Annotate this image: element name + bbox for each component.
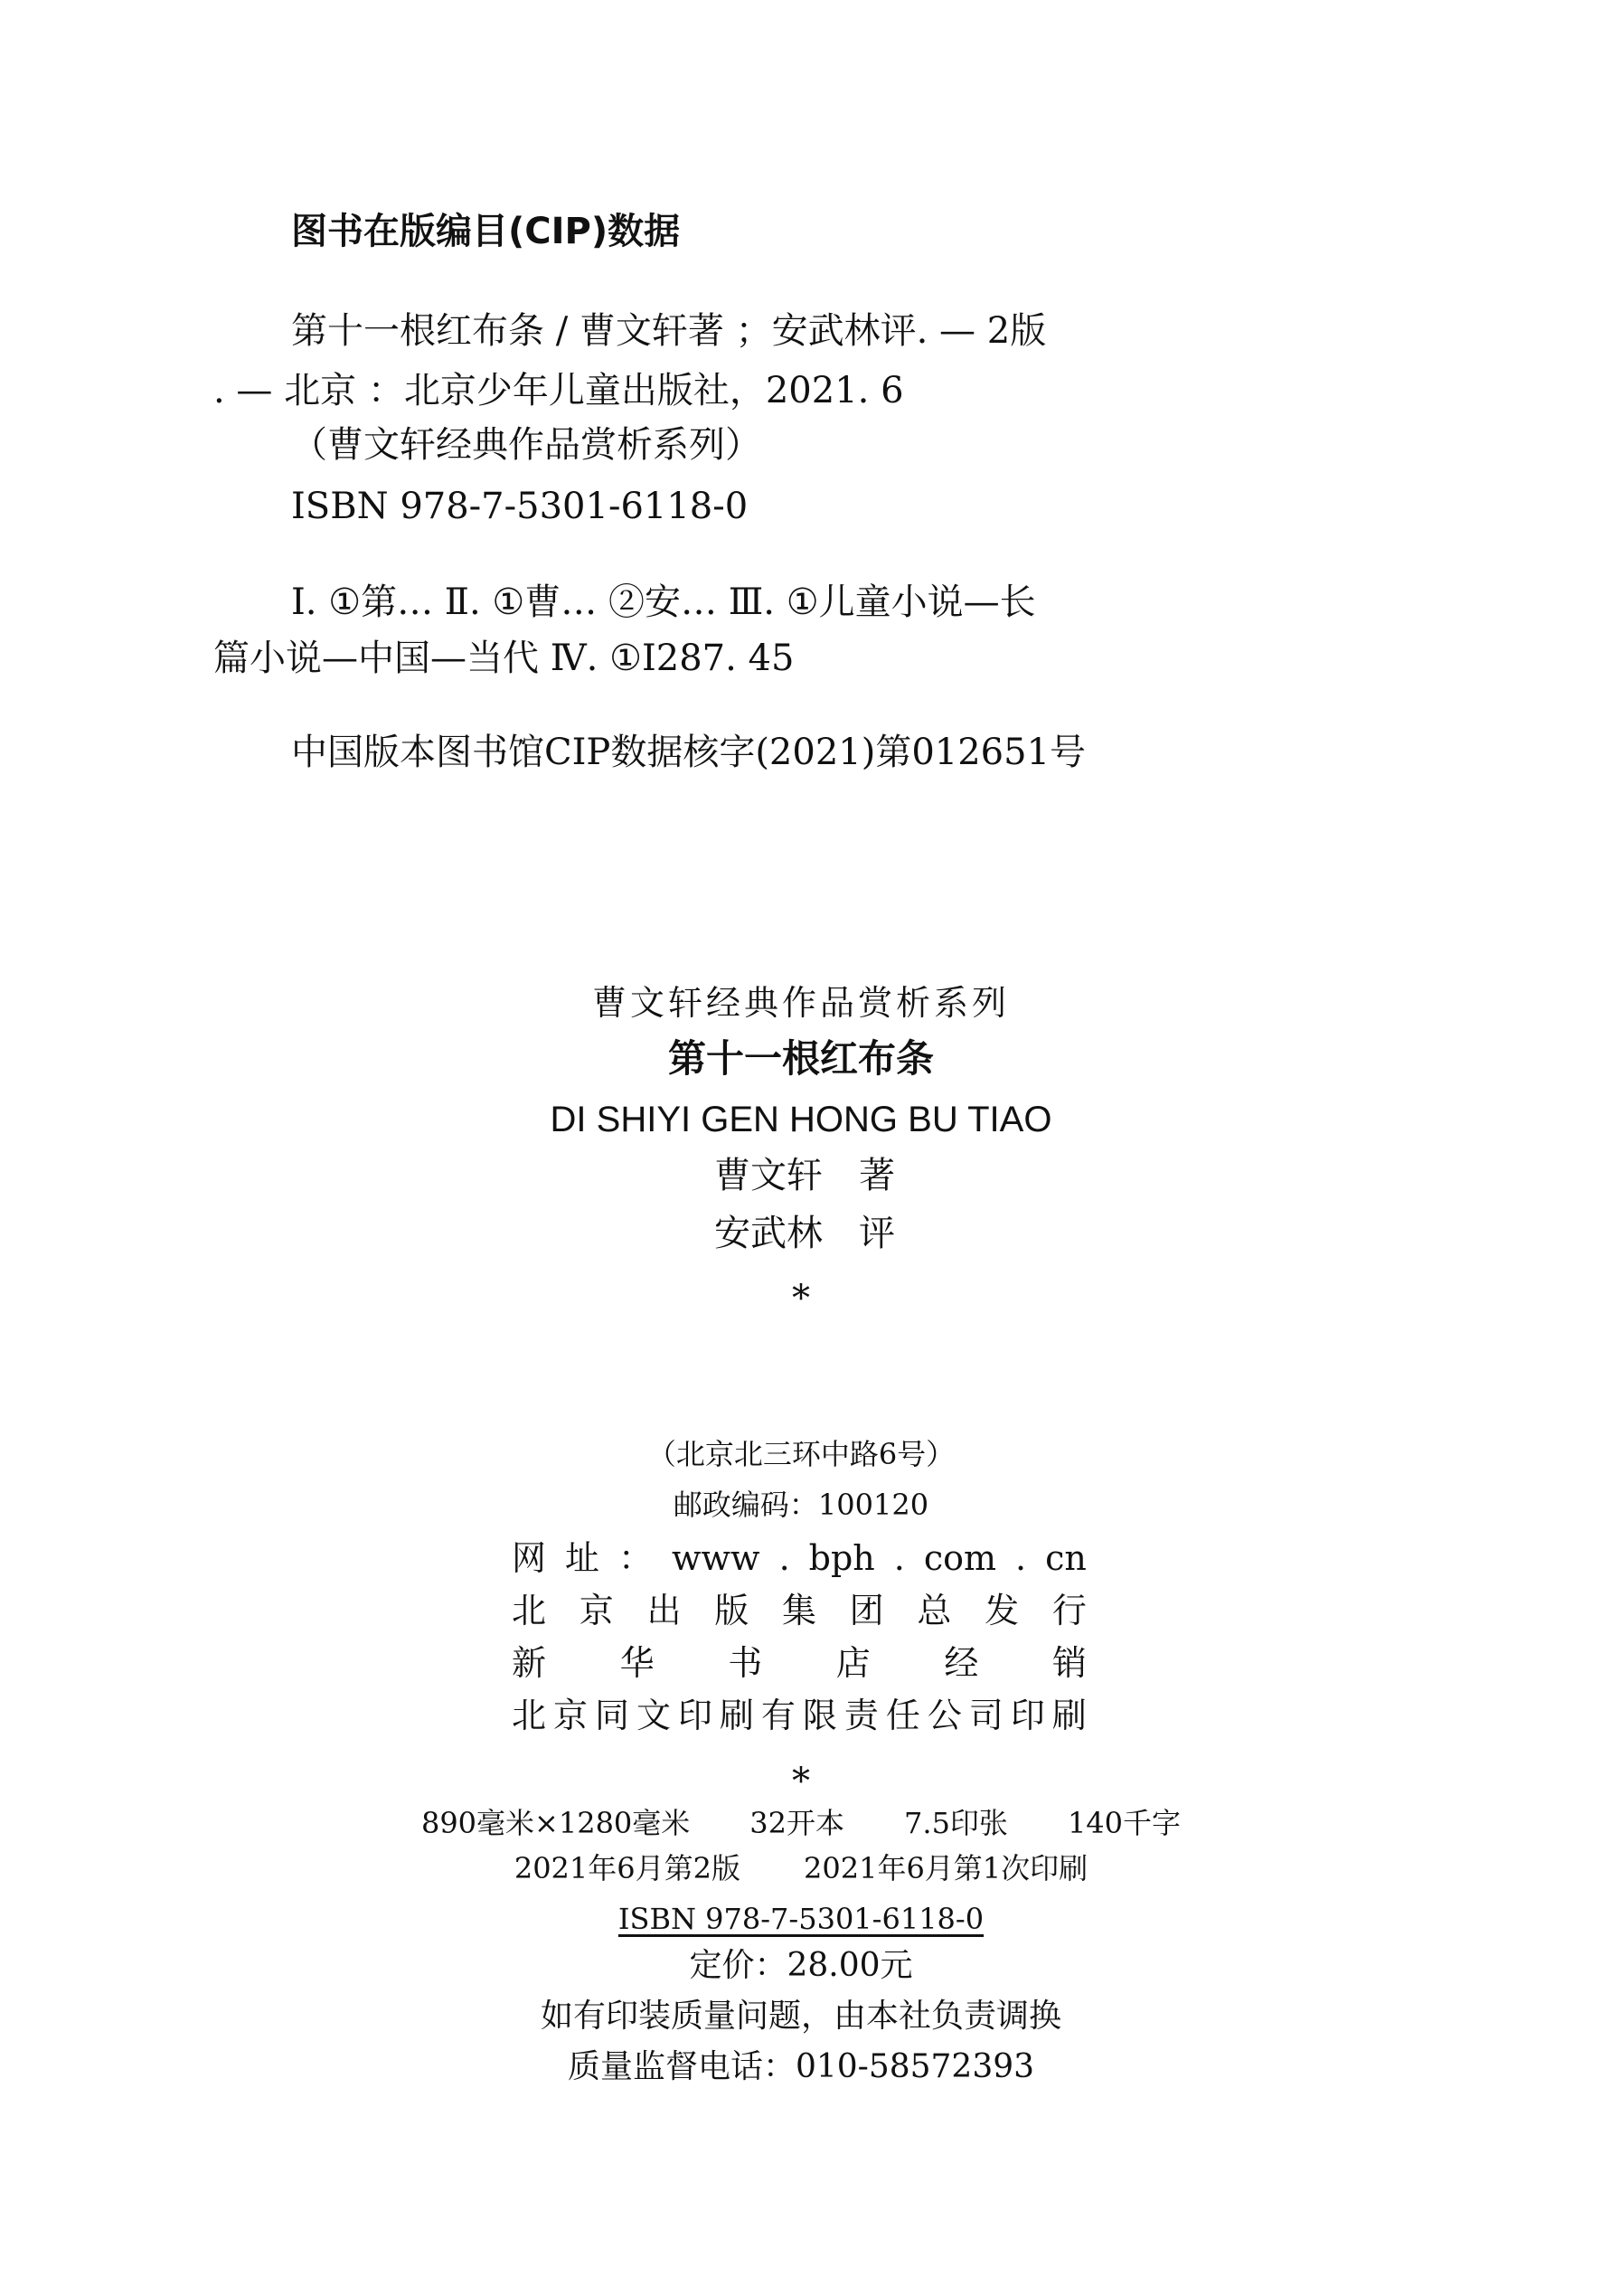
- postcode: 邮政编码：100120: [673, 1488, 929, 1522]
- seller-char: 新: [512, 1643, 547, 1683]
- cip-classification-2: 篇小说—中国—当代 Ⅳ. ①I287. 45: [213, 638, 795, 679]
- cip-line-series: （曹文轩经典作品赏析系列）: [291, 424, 761, 466]
- printer-char: 文: [636, 1696, 671, 1735]
- cip-verification-number: 中国版本图书馆CIP数据核字(2021)第012651号: [291, 732, 1087, 773]
- printer-char: 印: [1010, 1696, 1045, 1735]
- website-row: [512, 1538, 1087, 1578]
- distributor-char: 京: [579, 1591, 614, 1630]
- printer-char: 责: [843, 1696, 879, 1735]
- printing: 2021年6月第1次印刷: [804, 1851, 1088, 1885]
- edition-row: [0, 1851, 1602, 1885]
- isbn: ISBN 978-7-5301-6118-0: [617, 1902, 985, 1936]
- distributor-char: 总: [917, 1591, 952, 1630]
- word-count: 140千字: [1067, 1806, 1182, 1840]
- website-part: .: [1015, 1538, 1027, 1578]
- printer-char: 限: [802, 1696, 837, 1735]
- seller-char: 书: [728, 1643, 763, 1683]
- commentator: 安武林 评: [714, 1213, 895, 1254]
- website-part: www: [672, 1538, 760, 1578]
- quality-notice: 如有印装质量问题，由本社负责调换: [540, 1998, 1061, 2035]
- distributor-char: 行: [1051, 1591, 1087, 1630]
- printer-char: 任: [885, 1696, 920, 1735]
- printer-row: [512, 1698, 1087, 1733]
- website-part: bph: [808, 1538, 875, 1578]
- publisher-address: （北京北三环中路6号）: [646, 1437, 956, 1471]
- printed-sheets: 7.5印张: [904, 1806, 1008, 1840]
- quality-hotline: 质量监督电话：010-58572393: [567, 2048, 1035, 2085]
- cip-heading: 图书在版编目(CIP)数据: [291, 211, 681, 252]
- printer-char: 印: [677, 1696, 712, 1735]
- price: 定价：28.00元: [689, 1947, 913, 1984]
- website-part: cn: [1045, 1538, 1087, 1578]
- cip-line-publisher: . — 北京 ：北京少年儿童出版社，2021. 6: [213, 370, 904, 411]
- book-title: 第十一根红布条: [667, 1036, 934, 1081]
- printer-char: 公: [927, 1696, 962, 1735]
- paper-size: 890毫米×1280毫米: [420, 1806, 691, 1840]
- distributor-char: 团: [849, 1591, 884, 1630]
- separator-star: *: [792, 1278, 810, 1319]
- distributor-char: 发: [985, 1591, 1020, 1630]
- website-part: 址: [565, 1538, 600, 1578]
- book-title-pinyin: DI SHIYI GEN HONG BU TIAO: [550, 1100, 1052, 1139]
- website-part: com: [923, 1538, 997, 1578]
- printer-char: 刷: [1051, 1696, 1087, 1735]
- author: 曹文轩 著: [714, 1155, 895, 1196]
- printer-char: 刷: [719, 1696, 754, 1735]
- edition: 2021年6月第2版: [514, 1851, 740, 1885]
- website-part: ：: [618, 1538, 654, 1578]
- series-name: 曹文轩经典作品赏析系列: [591, 983, 1010, 1023]
- cip-classification-1: Ⅰ. ①第… Ⅱ. ①曹… ②安… Ⅲ. ①儿童小说—长: [291, 581, 1036, 623]
- distributor-row: [512, 1593, 1087, 1628]
- website-part: .: [778, 1538, 790, 1578]
- distributor-char: 版: [714, 1591, 749, 1630]
- seller-char: 店: [835, 1643, 871, 1683]
- printer-char: 京: [552, 1696, 588, 1735]
- print-specs-row: [0, 1806, 1602, 1840]
- isbn-wrapper: [0, 1902, 1602, 1936]
- distributor-char: 北: [512, 1591, 547, 1630]
- cip-line-title-author: 第十一根红布条 / 曹文轩著 ；安武林评. — 2版: [291, 310, 1047, 352]
- seller-char: 经: [944, 1643, 979, 1683]
- distributor-char: 集: [781, 1591, 816, 1630]
- seller-char: 华: [619, 1643, 655, 1683]
- printer-char: 同: [594, 1696, 629, 1735]
- printer-char: 有: [760, 1696, 796, 1735]
- page-format: 32开本: [749, 1806, 845, 1840]
- website-part: .: [893, 1538, 905, 1578]
- seller-char: 销: [1051, 1643, 1087, 1683]
- seller-row: [512, 1643, 1087, 1683]
- printer-char: 北: [512, 1696, 547, 1735]
- separator-star-2: *: [792, 1761, 810, 1802]
- printer-char: 司: [968, 1696, 1004, 1735]
- website-part: 网: [512, 1538, 547, 1578]
- distributor-char: 出: [646, 1591, 682, 1630]
- cip-isbn: ISBN 978-7-5301-6118-0: [291, 486, 749, 527]
